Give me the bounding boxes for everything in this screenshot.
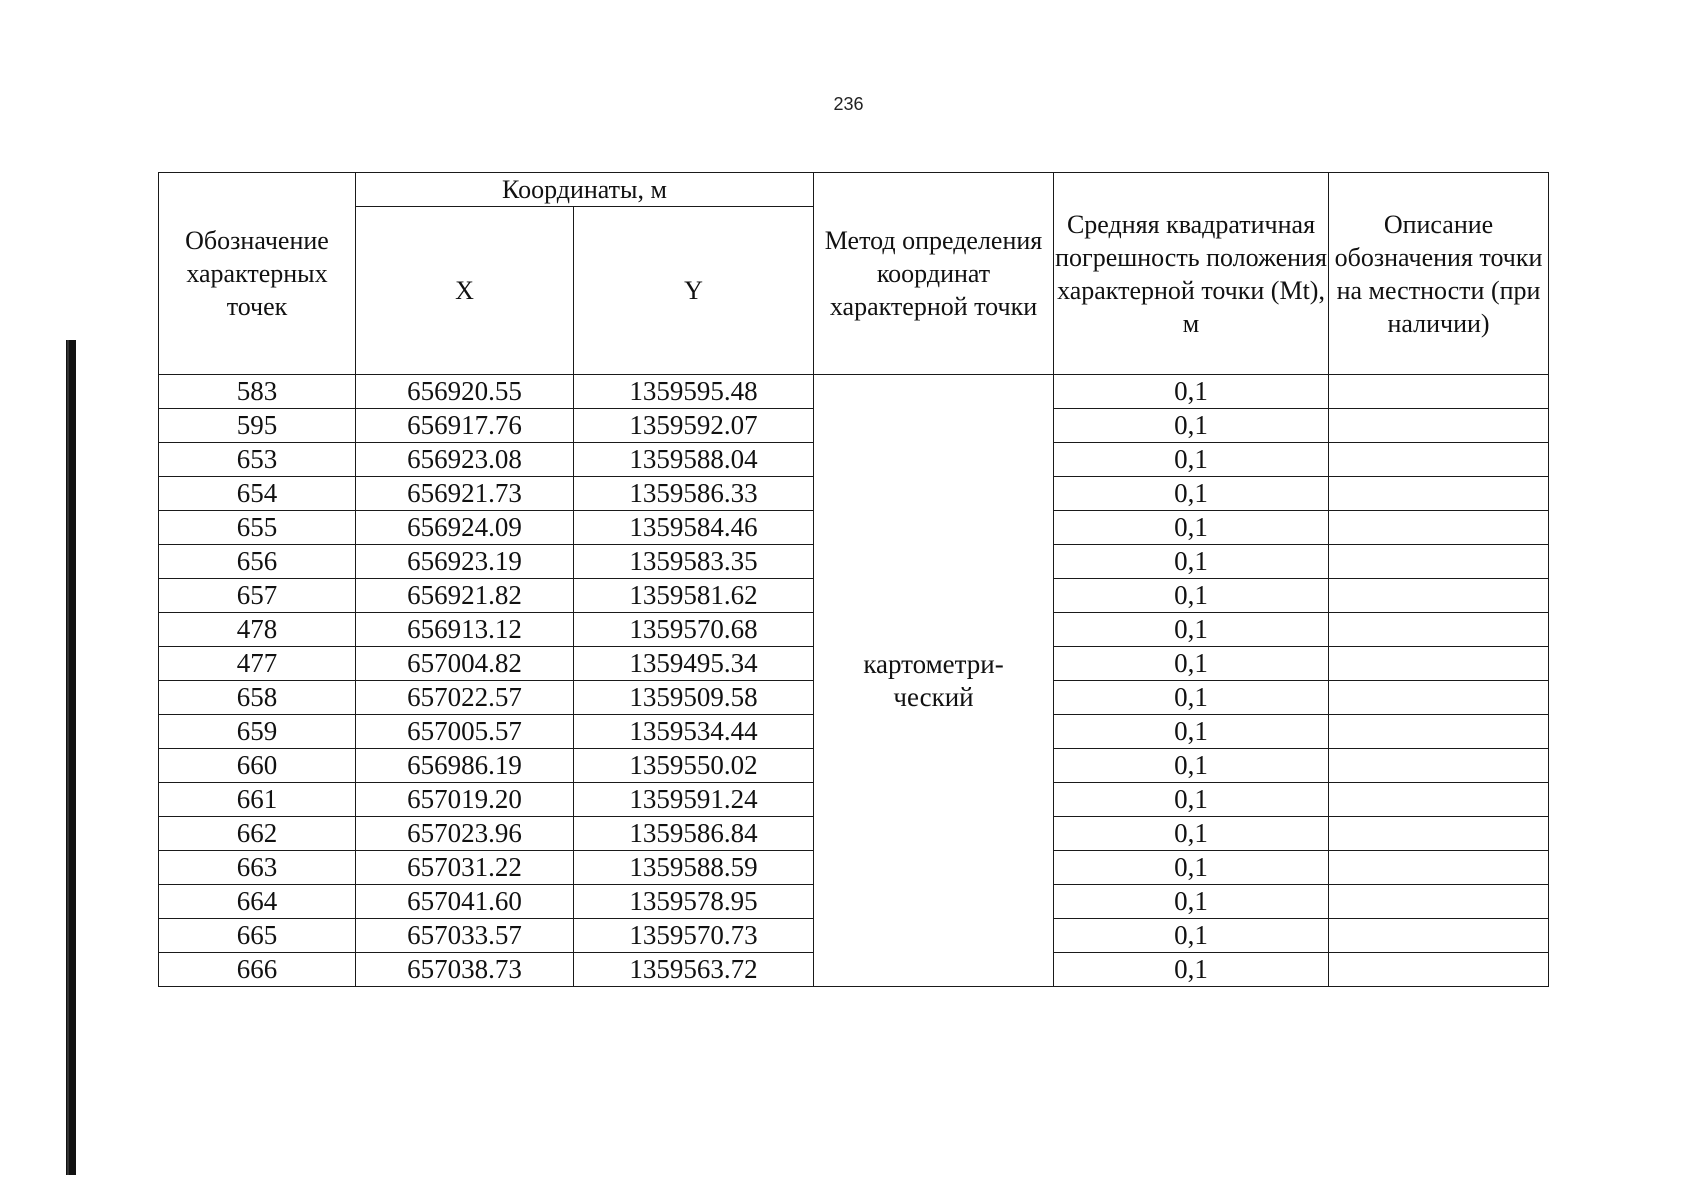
cell-point: 657 bbox=[159, 579, 356, 613]
coordinates-table bbox=[158, 172, 1549, 987]
cell-x: 656921.82 bbox=[356, 579, 574, 613]
cell-error: 0,1 bbox=[1054, 851, 1329, 885]
page-number: 236 bbox=[833, 94, 864, 114]
cell-description bbox=[1329, 545, 1549, 579]
header-x: X bbox=[356, 207, 574, 375]
cell-error: 0,1 bbox=[1054, 477, 1329, 511]
cell-y: 1359586.84 bbox=[574, 817, 814, 851]
cell-error: 0,1 bbox=[1054, 681, 1329, 715]
header-method: Метод определения координат характерной точки bbox=[814, 173, 1054, 375]
header-coordinates: Координаты, м bbox=[356, 173, 814, 207]
cell-y: 1359583.35 bbox=[574, 545, 814, 579]
cell-description bbox=[1329, 647, 1549, 681]
cell-point: 662 bbox=[159, 817, 356, 851]
cell-point: 595 bbox=[159, 409, 356, 443]
cell-error: 0,1 bbox=[1054, 715, 1329, 749]
cell-error: 0,1 bbox=[1054, 613, 1329, 647]
cell-point: 653 bbox=[159, 443, 356, 477]
cell-x: 656923.19 bbox=[356, 545, 574, 579]
cell-point: 663 bbox=[159, 851, 356, 885]
header-error: Средняя квадратичная погрешность положения характерной точки (Mt), м bbox=[1054, 173, 1329, 375]
table-row bbox=[159, 375, 1549, 409]
cell-point: 659 bbox=[159, 715, 356, 749]
cell-y: 1359586.33 bbox=[574, 477, 814, 511]
cell-x: 656920.55 bbox=[356, 375, 574, 409]
cell-y: 1359570.73 bbox=[574, 919, 814, 953]
cell-x: 657038.73 bbox=[356, 953, 574, 987]
cell-description bbox=[1329, 919, 1549, 953]
cell-y: 1359563.72 bbox=[574, 953, 814, 987]
cell-x: 657041.60 bbox=[356, 885, 574, 919]
cell-x: 656923.08 bbox=[356, 443, 574, 477]
cell-error: 0,1 bbox=[1054, 817, 1329, 851]
cell-description bbox=[1329, 511, 1549, 545]
cell-x: 656921.73 bbox=[356, 477, 574, 511]
cell-y: 1359570.68 bbox=[574, 613, 814, 647]
cell-error: 0,1 bbox=[1054, 511, 1329, 545]
cell-error: 0,1 bbox=[1054, 579, 1329, 613]
cell-point: 658 bbox=[159, 681, 356, 715]
cell-y: 1359550.02 bbox=[574, 749, 814, 783]
cell-y: 1359595.48 bbox=[574, 375, 814, 409]
cell-description bbox=[1329, 851, 1549, 885]
header-description: Описание обозначения точки на местности (при наличии) bbox=[1329, 173, 1549, 375]
cell-point: 655 bbox=[159, 511, 356, 545]
cell-description bbox=[1329, 885, 1549, 919]
scan-edge-line bbox=[67, 340, 69, 1175]
cell-error: 0,1 bbox=[1054, 647, 1329, 681]
cell-x: 657005.57 bbox=[356, 715, 574, 749]
cell-x: 656917.76 bbox=[356, 409, 574, 443]
cell-point: 654 bbox=[159, 477, 356, 511]
cell-y: 1359509.58 bbox=[574, 681, 814, 715]
header-y: Y bbox=[574, 207, 814, 375]
cell-x: 657031.22 bbox=[356, 851, 574, 885]
cell-error: 0,1 bbox=[1054, 375, 1329, 409]
cell-x: 657022.57 bbox=[356, 681, 574, 715]
cell-description bbox=[1329, 477, 1549, 511]
cell-description bbox=[1329, 715, 1549, 749]
cell-error: 0,1 bbox=[1054, 749, 1329, 783]
cell-y: 1359534.44 bbox=[574, 715, 814, 749]
cell-point: 664 bbox=[159, 885, 356, 919]
cell-error: 0,1 bbox=[1054, 409, 1329, 443]
cell-y: 1359591.24 bbox=[574, 783, 814, 817]
cell-description bbox=[1329, 375, 1549, 409]
cell-x: 657033.57 bbox=[356, 919, 574, 953]
cell-point: 656 bbox=[159, 545, 356, 579]
cell-point: 477 bbox=[159, 647, 356, 681]
cell-error: 0,1 bbox=[1054, 953, 1329, 987]
cell-x: 656986.19 bbox=[356, 749, 574, 783]
cell-point: 666 bbox=[159, 953, 356, 987]
cell-x: 657019.20 bbox=[356, 783, 574, 817]
cell-point: 665 bbox=[159, 919, 356, 953]
table-body bbox=[159, 375, 1549, 987]
cell-error: 0,1 bbox=[1054, 545, 1329, 579]
cell-error: 0,1 bbox=[1054, 443, 1329, 477]
header-point: Обозначение характерных точек bbox=[159, 173, 356, 375]
cell-description bbox=[1329, 749, 1549, 783]
cell-point: 583 bbox=[159, 375, 356, 409]
cell-point: 660 bbox=[159, 749, 356, 783]
cell-description bbox=[1329, 443, 1549, 477]
cell-method: картометри- ческий bbox=[814, 375, 1054, 987]
cell-x: 657004.82 bbox=[356, 647, 574, 681]
cell-point: 661 bbox=[159, 783, 356, 817]
cell-error: 0,1 bbox=[1054, 919, 1329, 953]
cell-description bbox=[1329, 817, 1549, 851]
cell-x: 656913.12 bbox=[356, 613, 574, 647]
cell-point: 478 bbox=[159, 613, 356, 647]
cell-y: 1359592.07 bbox=[574, 409, 814, 443]
cell-description bbox=[1329, 613, 1549, 647]
cell-description bbox=[1329, 579, 1549, 613]
cell-description bbox=[1329, 681, 1549, 715]
cell-x: 657023.96 bbox=[356, 817, 574, 851]
cell-x: 656924.09 bbox=[356, 511, 574, 545]
cell-y: 1359588.59 bbox=[574, 851, 814, 885]
cell-y: 1359495.34 bbox=[574, 647, 814, 681]
cell-y: 1359578.95 bbox=[574, 885, 814, 919]
cell-error: 0,1 bbox=[1054, 885, 1329, 919]
cell-y: 1359581.62 bbox=[574, 579, 814, 613]
cell-y: 1359584.46 bbox=[574, 511, 814, 545]
cell-error: 0,1 bbox=[1054, 783, 1329, 817]
cell-description bbox=[1329, 953, 1549, 987]
cell-description bbox=[1329, 409, 1549, 443]
cell-description bbox=[1329, 783, 1549, 817]
cell-y: 1359588.04 bbox=[574, 443, 814, 477]
